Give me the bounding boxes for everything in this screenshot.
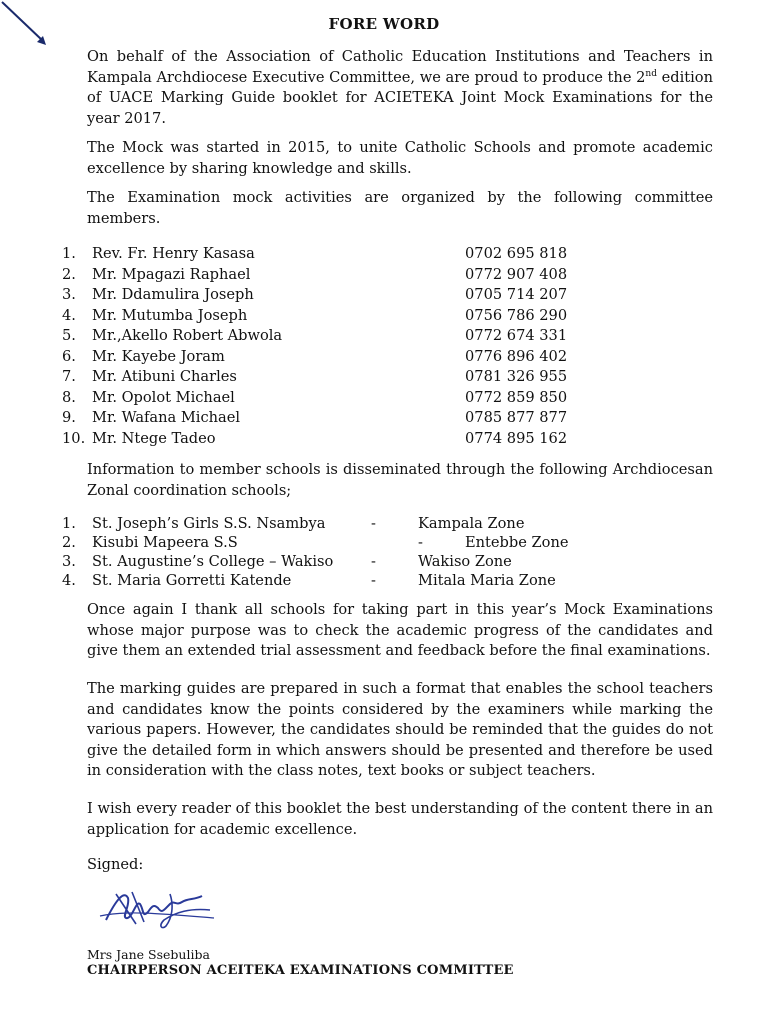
zone-school: 2. Kisubi Mapeera S.S - Entebbe Zone [62, 534, 569, 551]
committee-member: 9. Mr. Wafana Michael 0785 877 877 [62, 409, 568, 426]
committee-member: 2. Mr. Mpagazi Raphael 0772 907 408 [62, 265, 568, 283]
committee-member: 8. Mr. Opolot Michael 0772 859 850 [62, 388, 568, 406]
committee-member: 7. Mr. Atibuni Charles 0781 326 955 [62, 368, 568, 385]
zones-intro-paragraph: Information to member schools is disseminated through the following Archdiocesan Zonal coordination schools; [87, 461, 713, 499]
thanks-paragraph: Once again I thank all schools for taking part in this year’s Mock Examinations whose major purpose was to check the academic progress of the candidates and give them an extended trial assessment and feedback before the final examinations. [87, 601, 713, 659]
signer-name: Mrs Jane Ssebuliba [87, 947, 210, 962]
committee-member: 10. Mr. Ntege Tadeo 0774 895 162 [62, 429, 568, 447]
closing-paragraph: I wish every reader of this booklet the best understanding of the content there in an application for academic excellence. [87, 800, 713, 838]
committee-list [62, 244, 722, 449]
signature-image [86, 880, 226, 935]
committee-member: 4. Mr. Mutumba Joseph 0756 786 290 [62, 306, 568, 324]
committee-member: 3. Mr. Ddamulira Joseph 0705 714 207 [62, 286, 568, 303]
committee-intro-paragraph: The Examination mock activities are organized by the following committee members. [87, 189, 713, 227]
marking-guides-paragraph: The marking guides are prepared in such a format that enables the school teachers and candidates know the points considered by the examiners while marking the various papers. However, the candidates should be reminded that the guides do not give the detailed form in which answers should be presented and therefore be used in consideration with the class notes, text books or subject teachers. [87, 680, 713, 779]
committee-member: 1. Rev. Fr. Henry Kasasa 0702 695 818 [62, 245, 568, 262]
committee-member: 6. Mr. Kayebe Joram 0776 896 402 [62, 347, 568, 365]
committee-member: 5. Mr.,Akello Robert Abwola 0772 674 331 [62, 327, 568, 344]
signed-label: Signed: [87, 856, 144, 873]
zone-schools-list [62, 514, 722, 590]
page-title: FORE WORD [328, 15, 440, 33]
history-paragraph: The Mock was started in 2015, to unite Catholic Schools and promote academic excellence by sharing knowledge and skills. [87, 139, 713, 177]
zone-school: 4. St. Maria Gorretti Katende - Mitala Maria Zone [62, 572, 556, 589]
signer-role: CHAIRPERSON ACEITEKA EXAMINATIONS COMMITTEE [87, 963, 514, 978]
intro-paragraph: On behalf of the Association of Catholic Education Institutions and Teachers in Kampala Archdiocese Executive Committee, we are proud to produce the 2nd edition of UACE Marking Guide booklet for ACIETEKA Joint Mock Examinations for the year 2017. [87, 48, 713, 127]
zone-school: 1. St. Joseph’s Girls S.S. Nsambya - Kampala Zone [62, 515, 525, 532]
zone-school: 3. St. Augustine’s College – Wakiso - Wakiso Zone [62, 553, 512, 570]
